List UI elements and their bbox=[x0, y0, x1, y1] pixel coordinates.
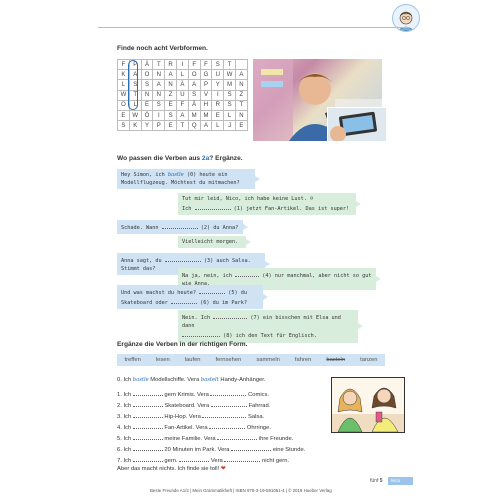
word-search-cell[interactable]: J bbox=[224, 121, 236, 131]
word-search-cell[interactable]: I bbox=[176, 60, 188, 70]
answer-blank[interactable] bbox=[133, 444, 163, 451]
ex-text: ihre Freunde. bbox=[257, 436, 294, 442]
ex-text: Skateboard. Vera bbox=[162, 403, 211, 409]
bubble-text: Vielleicht morgen. bbox=[182, 239, 239, 245]
word-search-cell[interactable]: S bbox=[129, 80, 141, 90]
word-search-cell[interactable]: F bbox=[118, 60, 130, 70]
ex-text: eine Stunde. bbox=[271, 447, 306, 453]
verb-item: laufen bbox=[184, 357, 201, 363]
word-search-cell[interactable]: R bbox=[165, 60, 177, 70]
answer-blank[interactable] bbox=[133, 422, 163, 429]
answer-blank[interactable] bbox=[133, 400, 163, 407]
word-search-cell[interactable]: A bbox=[165, 70, 177, 80]
section3-title: Ergänze die Verben in der richtigen Form. bbox=[117, 341, 248, 348]
section1-title: Finde noch acht Verbformen. bbox=[117, 45, 208, 52]
ex-text: gern. bbox=[162, 458, 180, 464]
word-search-cell[interactable]: F bbox=[200, 60, 212, 70]
word-search-cell[interactable]: Ä bbox=[188, 100, 200, 110]
bubble-text: Und was machst du heute? bbox=[121, 290, 200, 296]
answer-blank[interactable] bbox=[202, 411, 246, 418]
bubble-text: Modellflugzeug. Möchtest du mitmachen? bbox=[121, 180, 240, 187]
word-search-cell[interactable]: O bbox=[141, 70, 153, 80]
chat-bubble-1 bbox=[117, 169, 255, 189]
bubble-text: Nein. Ich bbox=[182, 315, 214, 321]
verb-item: fernsehen bbox=[215, 357, 242, 363]
exercise-line-7 bbox=[117, 455, 289, 464]
ex-text: 4. Ich bbox=[117, 425, 133, 431]
ex-text: Hip-Hop. Vera bbox=[162, 414, 203, 420]
word-search-cell[interactable]: Ä bbox=[141, 60, 153, 70]
word-search-cell[interactable]: P bbox=[153, 121, 165, 131]
verb-item: treffen bbox=[124, 357, 141, 363]
word-search-cell[interactable]: V bbox=[200, 90, 212, 100]
chat-bubble-3 bbox=[117, 220, 243, 234]
chat-bubble-2 bbox=[178, 193, 356, 215]
word-search-cell[interactable]: T bbox=[153, 60, 165, 70]
nico-tag bbox=[388, 477, 413, 485]
answer-blank[interactable] bbox=[133, 389, 163, 396]
bubble-text: (0) heute ein bbox=[183, 172, 228, 178]
word-search-cell[interactable]: H bbox=[200, 100, 212, 110]
word-search-cell[interactable]: E bbox=[118, 110, 130, 120]
word-search-cell[interactable]: S bbox=[224, 100, 236, 110]
word-search-cell[interactable]: L bbox=[129, 100, 141, 110]
word-search-cell[interactable]: W bbox=[224, 70, 236, 80]
word-search-row bbox=[118, 121, 248, 131]
word-search-cell[interactable]: N bbox=[235, 110, 247, 120]
word-search-cell[interactable]: E bbox=[212, 110, 224, 120]
bubble-text: Hey Simon, ich bbox=[121, 172, 168, 178]
word-search-cell[interactable]: T bbox=[224, 60, 236, 70]
answer-blank[interactable] bbox=[133, 433, 163, 440]
word-search-cell[interactable]: N bbox=[141, 90, 153, 100]
word-search-cell[interactable]: N bbox=[235, 80, 247, 90]
word-search-cell[interactable]: T bbox=[235, 100, 247, 110]
answer-blank-3[interactable] bbox=[165, 255, 201, 262]
word-search-cell[interactable]: S bbox=[212, 60, 224, 70]
word-search-cell[interactable]: R bbox=[212, 100, 224, 110]
word-search-cell[interactable]: S bbox=[188, 90, 200, 100]
bubble-text: (2) du Anna? bbox=[197, 225, 239, 231]
handwritten-answer: bastle bbox=[167, 172, 184, 178]
verb-item: sammeln bbox=[256, 357, 280, 363]
word-search-cell[interactable]: T bbox=[176, 121, 188, 131]
word-search-cell[interactable]: A bbox=[176, 110, 188, 120]
word-search-cell[interactable]: U bbox=[176, 90, 188, 100]
bubble-text: (6) du im Park? bbox=[196, 300, 247, 307]
chat-bubble-8 bbox=[178, 310, 358, 343]
ex-text: Fan-Artikel. Vera bbox=[162, 425, 210, 431]
word-search-cell[interactable]: Y bbox=[141, 121, 153, 131]
handwritten-answer: bastle bbox=[132, 377, 149, 383]
word-search-cell[interactable]: E bbox=[165, 100, 177, 110]
word-search-cell[interactable]: E bbox=[165, 121, 177, 131]
page-number bbox=[370, 478, 383, 484]
bubble-text: Schade. Wann bbox=[121, 225, 162, 231]
answer-blank[interactable] bbox=[209, 422, 245, 429]
word-search-cell[interactable]: E bbox=[141, 100, 153, 110]
bubble-text: (7) ein bisschen mit Elsa und dann bbox=[182, 315, 341, 330]
exercise-closing bbox=[117, 466, 226, 472]
ex-text: Aber das macht nichts. Ich finde sie toll! bbox=[117, 466, 220, 472]
exercise-line-1 bbox=[117, 389, 269, 398]
ex-text: Modellschiffe. Vera bbox=[148, 377, 201, 383]
word-search-cell[interactable]: E bbox=[235, 121, 247, 131]
bubble-text: Anna sagt, du bbox=[121, 258, 165, 264]
answer-blank-5[interactable] bbox=[199, 287, 225, 294]
exercise-line-5 bbox=[117, 433, 293, 442]
answer-blank-7[interactable] bbox=[213, 312, 247, 319]
answer-blank[interactable] bbox=[179, 455, 209, 462]
answer-blank[interactable] bbox=[211, 400, 247, 407]
phone-icon bbox=[328, 108, 386, 141]
footer-credit: Beste Freunde A1/2 | Mein Grammatikheft | ISBN 978-3-19-591051-4 | © 2019 Hueber Verlag bbox=[150, 488, 332, 493]
verb-item: lesen bbox=[155, 357, 170, 363]
word-search-cell[interactable]: S bbox=[165, 110, 177, 120]
exercise-line-4 bbox=[117, 422, 271, 431]
verb-list-box bbox=[117, 354, 385, 366]
ex-text: nicht gern. bbox=[260, 458, 290, 464]
chat-bubble-7 bbox=[117, 285, 263, 309]
section2-title-text: Wo passen die Verben aus bbox=[117, 155, 202, 162]
word-search-cell[interactable]: A bbox=[235, 70, 247, 80]
exercise-line-0 bbox=[117, 377, 266, 383]
ex-text: 2. Ich bbox=[117, 403, 133, 409]
photo-phone-screen bbox=[327, 107, 387, 142]
word-search-cell[interactable]: S bbox=[141, 80, 153, 90]
word-search-cell[interactable]: W bbox=[129, 110, 141, 120]
answer-blank-1[interactable] bbox=[195, 203, 231, 210]
girls-cartoon-icon bbox=[332, 378, 404, 432]
answer-blank-6[interactable] bbox=[171, 297, 197, 304]
word-search-cell[interactable]: Ä bbox=[176, 80, 188, 90]
word-search-cell[interactable]: U bbox=[212, 70, 224, 80]
word-search-cell[interactable]: F bbox=[176, 100, 188, 110]
word-search-cell[interactable]: Z bbox=[165, 90, 177, 100]
ex-text: 6. Ich bbox=[117, 447, 133, 453]
answer-blank[interactable] bbox=[224, 455, 260, 462]
ex-text: meine Familie. Vera bbox=[162, 436, 218, 442]
word-search-cell[interactable]: M bbox=[200, 110, 212, 120]
ex-text: 7. Ich bbox=[117, 458, 133, 464]
bubble-text: (4) nur manchmal, aber nicht so gut bbox=[262, 273, 372, 279]
word-search-cell[interactable]: O bbox=[188, 70, 200, 80]
answer-blank[interactable] bbox=[133, 411, 163, 418]
word-search-cell[interactable]: N bbox=[153, 70, 165, 80]
bubble-text: Skateboard oder bbox=[121, 300, 171, 307]
ex-text: Handy-Anhänger. bbox=[218, 377, 266, 383]
word-search-cell[interactable] bbox=[235, 60, 247, 70]
ex-text: gern Krimis. Vera bbox=[162, 392, 211, 398]
exercise-line-3 bbox=[117, 411, 264, 420]
exercise-line-2 bbox=[117, 400, 270, 409]
ex-text: Fahrrad. bbox=[246, 403, 271, 409]
word-search-cell[interactable]: K bbox=[129, 121, 141, 131]
word-search-cell[interactable]: Ö bbox=[141, 110, 153, 120]
bubble-text: (5) du bbox=[225, 290, 247, 296]
word-search-cell[interactable]: N bbox=[165, 80, 177, 90]
heart-icon: ❤ bbox=[220, 466, 226, 472]
word-search-cell[interactable]: M bbox=[224, 80, 236, 90]
word-search-cell[interactable]: A bbox=[153, 80, 165, 90]
answer-blank-8[interactable] bbox=[182, 330, 220, 337]
verb-item: tanzen bbox=[360, 357, 378, 363]
page-num: 5 bbox=[379, 478, 383, 484]
word-search-cell[interactable]: P bbox=[129, 60, 141, 70]
word-search-cell[interactable]: Z bbox=[235, 90, 247, 100]
nico-tag-label: Nico bbox=[391, 478, 401, 483]
ex-text: 20 Minuten im Park. Vera bbox=[162, 447, 232, 453]
word-search-cell[interactable]: S bbox=[153, 100, 165, 110]
handwritten-answer: bastelt bbox=[200, 377, 219, 383]
bubble-text: Ich bbox=[182, 206, 195, 213]
bubble-text: (3) auch Salsa. Stimmt das? bbox=[121, 258, 251, 273]
answer-blank-2[interactable] bbox=[162, 222, 198, 229]
word-search-cell[interactable]: L bbox=[176, 70, 188, 80]
verb-item-crossed: basteln bbox=[326, 357, 346, 363]
ex-text: Ohrringe. bbox=[245, 425, 271, 431]
word-search-oval bbox=[128, 60, 138, 110]
word-search-cell[interactable]: Q bbox=[188, 121, 200, 131]
word-search-cell[interactable]: L bbox=[224, 110, 236, 120]
ex-text: 3. Ich bbox=[117, 414, 133, 420]
word-search-cell[interactable]: M bbox=[188, 110, 200, 120]
word-search-cell[interactable]: I bbox=[212, 90, 224, 100]
ex-text: Vera bbox=[209, 458, 225, 464]
word-search-cell[interactable]: L bbox=[118, 80, 130, 90]
word-search-cell[interactable]: A bbox=[129, 70, 141, 80]
word-search-cell[interactable]: P bbox=[200, 80, 212, 90]
answer-blank-4[interactable] bbox=[235, 270, 259, 277]
bubble-text: Tut mir leid, Nico, ich habe keine Lust. ☹ bbox=[182, 196, 314, 202]
section2-title-text-end: ? Ergänze. bbox=[209, 155, 243, 162]
page-word: fünf bbox=[370, 478, 379, 484]
word-search-cell[interactable]: S bbox=[118, 121, 130, 131]
header-rule bbox=[98, 27, 410, 28]
section2-title bbox=[117, 155, 243, 162]
answer-blank[interactable] bbox=[210, 389, 246, 396]
answer-blank[interactable] bbox=[231, 444, 271, 451]
word-search-cell[interactable]: G bbox=[200, 70, 212, 80]
word-search-cell[interactable]: I bbox=[153, 110, 165, 120]
word-search-cell[interactable]: S bbox=[224, 90, 236, 100]
verb-item: fahren bbox=[294, 357, 312, 363]
nico-avatar bbox=[392, 4, 420, 32]
word-search-cell[interactable]: K bbox=[118, 70, 130, 80]
answer-blank[interactable] bbox=[133, 455, 163, 462]
ex-text: 1. Ich bbox=[117, 392, 133, 398]
bubble-text: (8) ich den Text für Englisch. bbox=[220, 333, 317, 340]
word-search-cell[interactable]: N bbox=[153, 90, 165, 100]
word-search-cell[interactable]: A bbox=[200, 121, 212, 131]
word-search-cell[interactable]: F bbox=[188, 60, 200, 70]
word-search-cell[interactable]: L bbox=[212, 121, 224, 131]
word-search-row bbox=[118, 110, 248, 120]
ex-text: 0. Ich bbox=[117, 377, 133, 383]
bubble-text: (1) jetzt Fan-Artikel. Das ist super! bbox=[230, 206, 350, 213]
ex-text: Salsa. bbox=[246, 414, 265, 420]
word-search-cell[interactable]: Y bbox=[212, 80, 224, 90]
chat-bubble-4 bbox=[178, 236, 246, 248]
section2-title-ref: 2a bbox=[201, 155, 210, 162]
illustration-two-girls bbox=[331, 377, 405, 433]
answer-blank[interactable] bbox=[217, 433, 257, 440]
word-search-cell[interactable]: O bbox=[118, 100, 130, 110]
word-search-cell[interactable]: A bbox=[188, 80, 200, 90]
exercise-line-6 bbox=[117, 444, 305, 453]
ex-text: 5. Ich bbox=[117, 436, 133, 442]
bubble-text: Na ja, nein, ich bbox=[182, 273, 236, 279]
word-search-cell[interactable]: W bbox=[118, 90, 130, 100]
ex-text: Comics. bbox=[246, 392, 270, 398]
word-search-cell[interactable]: T bbox=[129, 90, 141, 100]
